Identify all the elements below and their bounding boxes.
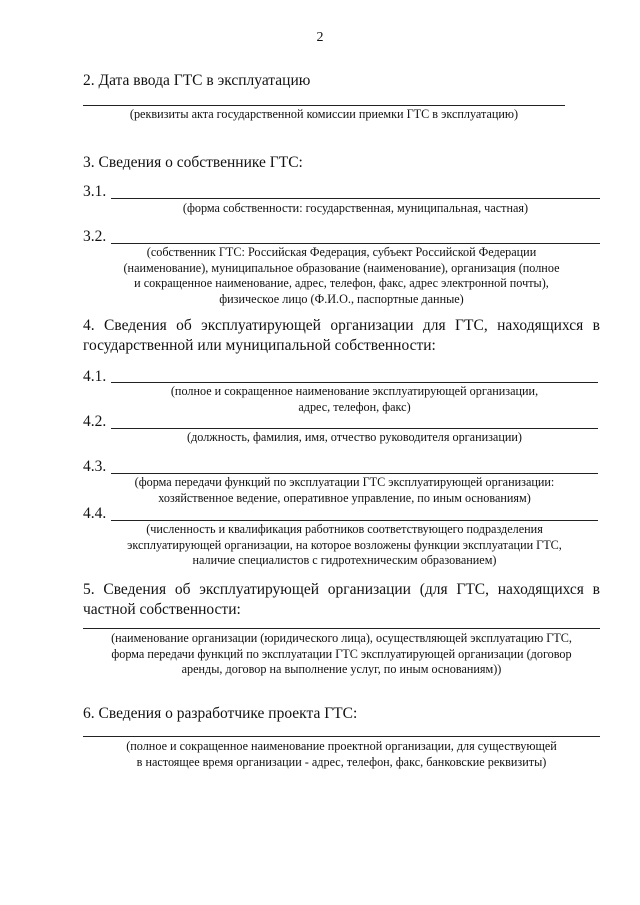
item-3-2-caption-line: (собственник ГТС: Российская Федерация, субъект Российской Федерации: [146, 245, 537, 259]
item-4-4-caption-line: эксплуатирующей организации, на которое возложены функции эксплуатации ГТС,: [127, 537, 562, 552]
section-3-heading: 3. Сведения о собственнике ГТС:: [83, 154, 303, 171]
item-4-3-caption-line: хозяйственное ведение, оперативное управление, по иным основаниям): [158, 490, 531, 505]
item-4-2-number: 4.2.: [83, 413, 107, 430]
item-4-3-caption: [91, 475, 598, 506]
section-5-caption-line: (наименование организации (юридического лица), осуществляющей эксплуатацию ГТС,: [111, 631, 572, 645]
item-4-1-fill-line: [111, 382, 598, 383]
page-number: 2: [316, 30, 324, 45]
item-3-1-fill-line: [111, 198, 600, 199]
section-5-caption: [83, 631, 600, 678]
item-4-4-fill-line: [111, 520, 598, 521]
section-5-caption-line: форма передачи функций по эксплуатации ГТС эксплуатирующей организации (договор: [111, 646, 572, 661]
item-4-1-caption-line: адрес, телефон, факс): [298, 399, 411, 414]
item-4-3-number: 4.3.: [83, 458, 107, 475]
item-3-2-number: 3.2.: [83, 228, 107, 245]
item-4-1-number: 4.1.: [83, 368, 107, 385]
item-3-2-caption: [83, 245, 600, 307]
item-3-2-caption-line: (наименование), муниципальное образование (наименование), организация (полное: [123, 260, 560, 275]
item-4-2-fill-line: [111, 428, 598, 429]
section-2-heading: 2. Дата ввода ГТС в эксплуатацию: [83, 72, 311, 89]
section-6-caption-line: в настоящее время организации - адрес, телефон, факс, банковские реквизиты): [136, 754, 547, 769]
section-2-caption: (реквизиты акта государственной комиссии приемки ГТС в эксплуатацию): [129, 107, 519, 121]
item-4-4-caption: [91, 522, 598, 569]
section-5-heading: 5. Сведения об эксплуатирующей организации (для ГТС, находящихся в частной собственности:: [83, 581, 600, 618]
item-4-3-fill-line: [111, 473, 598, 474]
item-3-2-caption-line: и сокращенное наименование, адрес, телефон, факс, адрес электронной почты),: [134, 276, 549, 290]
item-4-3-caption-line: (форма передачи функций по эксплуатации ГТС эксплуатирующей организации:: [134, 475, 555, 489]
section-4-heading: 4. Сведения об эксплуатирующей организации для ГТС, находящихся в государственной или муниципальной собственности:: [83, 317, 600, 354]
item-4-1-caption: [111, 384, 598, 415]
item-4-1-caption-line: (полное и сокращенное наименование эксплуатирующей организации,: [170, 384, 539, 398]
section-6-heading: 6. Сведения о разработчике проекта ГТС:: [83, 705, 358, 722]
section-6-fill-line: [83, 736, 600, 737]
section-6-caption-line: (полное и сокращенное наименование проектной организации, для существующей: [126, 739, 557, 753]
item-4-4-number: 4.4.: [83, 505, 107, 522]
item-3-2-caption-line: физическое лицо (Ф.И.О., паспортные данные): [219, 291, 464, 306]
section-5-fill-line: [83, 628, 600, 629]
section-6-caption: [83, 739, 600, 770]
section-2-fill-line: [83, 105, 565, 106]
item-3-1-number: 3.1.: [83, 183, 107, 200]
section-5-caption-line: аренды, договор на выполнение услуг, по иным основаниям)): [181, 662, 502, 676]
item-4-2-caption: (должность, фамилия, имя, отчество руководителя организации): [187, 430, 522, 444]
item-4-4-caption-line: наличие специалистов с гидротехническим образованием): [192, 553, 497, 567]
item-3-1-caption: (форма собственности: государственная, муниципальная, частная): [182, 201, 529, 215]
item-3-2-fill-line: [111, 243, 600, 244]
item-4-4-caption-line: (численность и квалификация работников соответствующего подразделения: [146, 522, 543, 536]
